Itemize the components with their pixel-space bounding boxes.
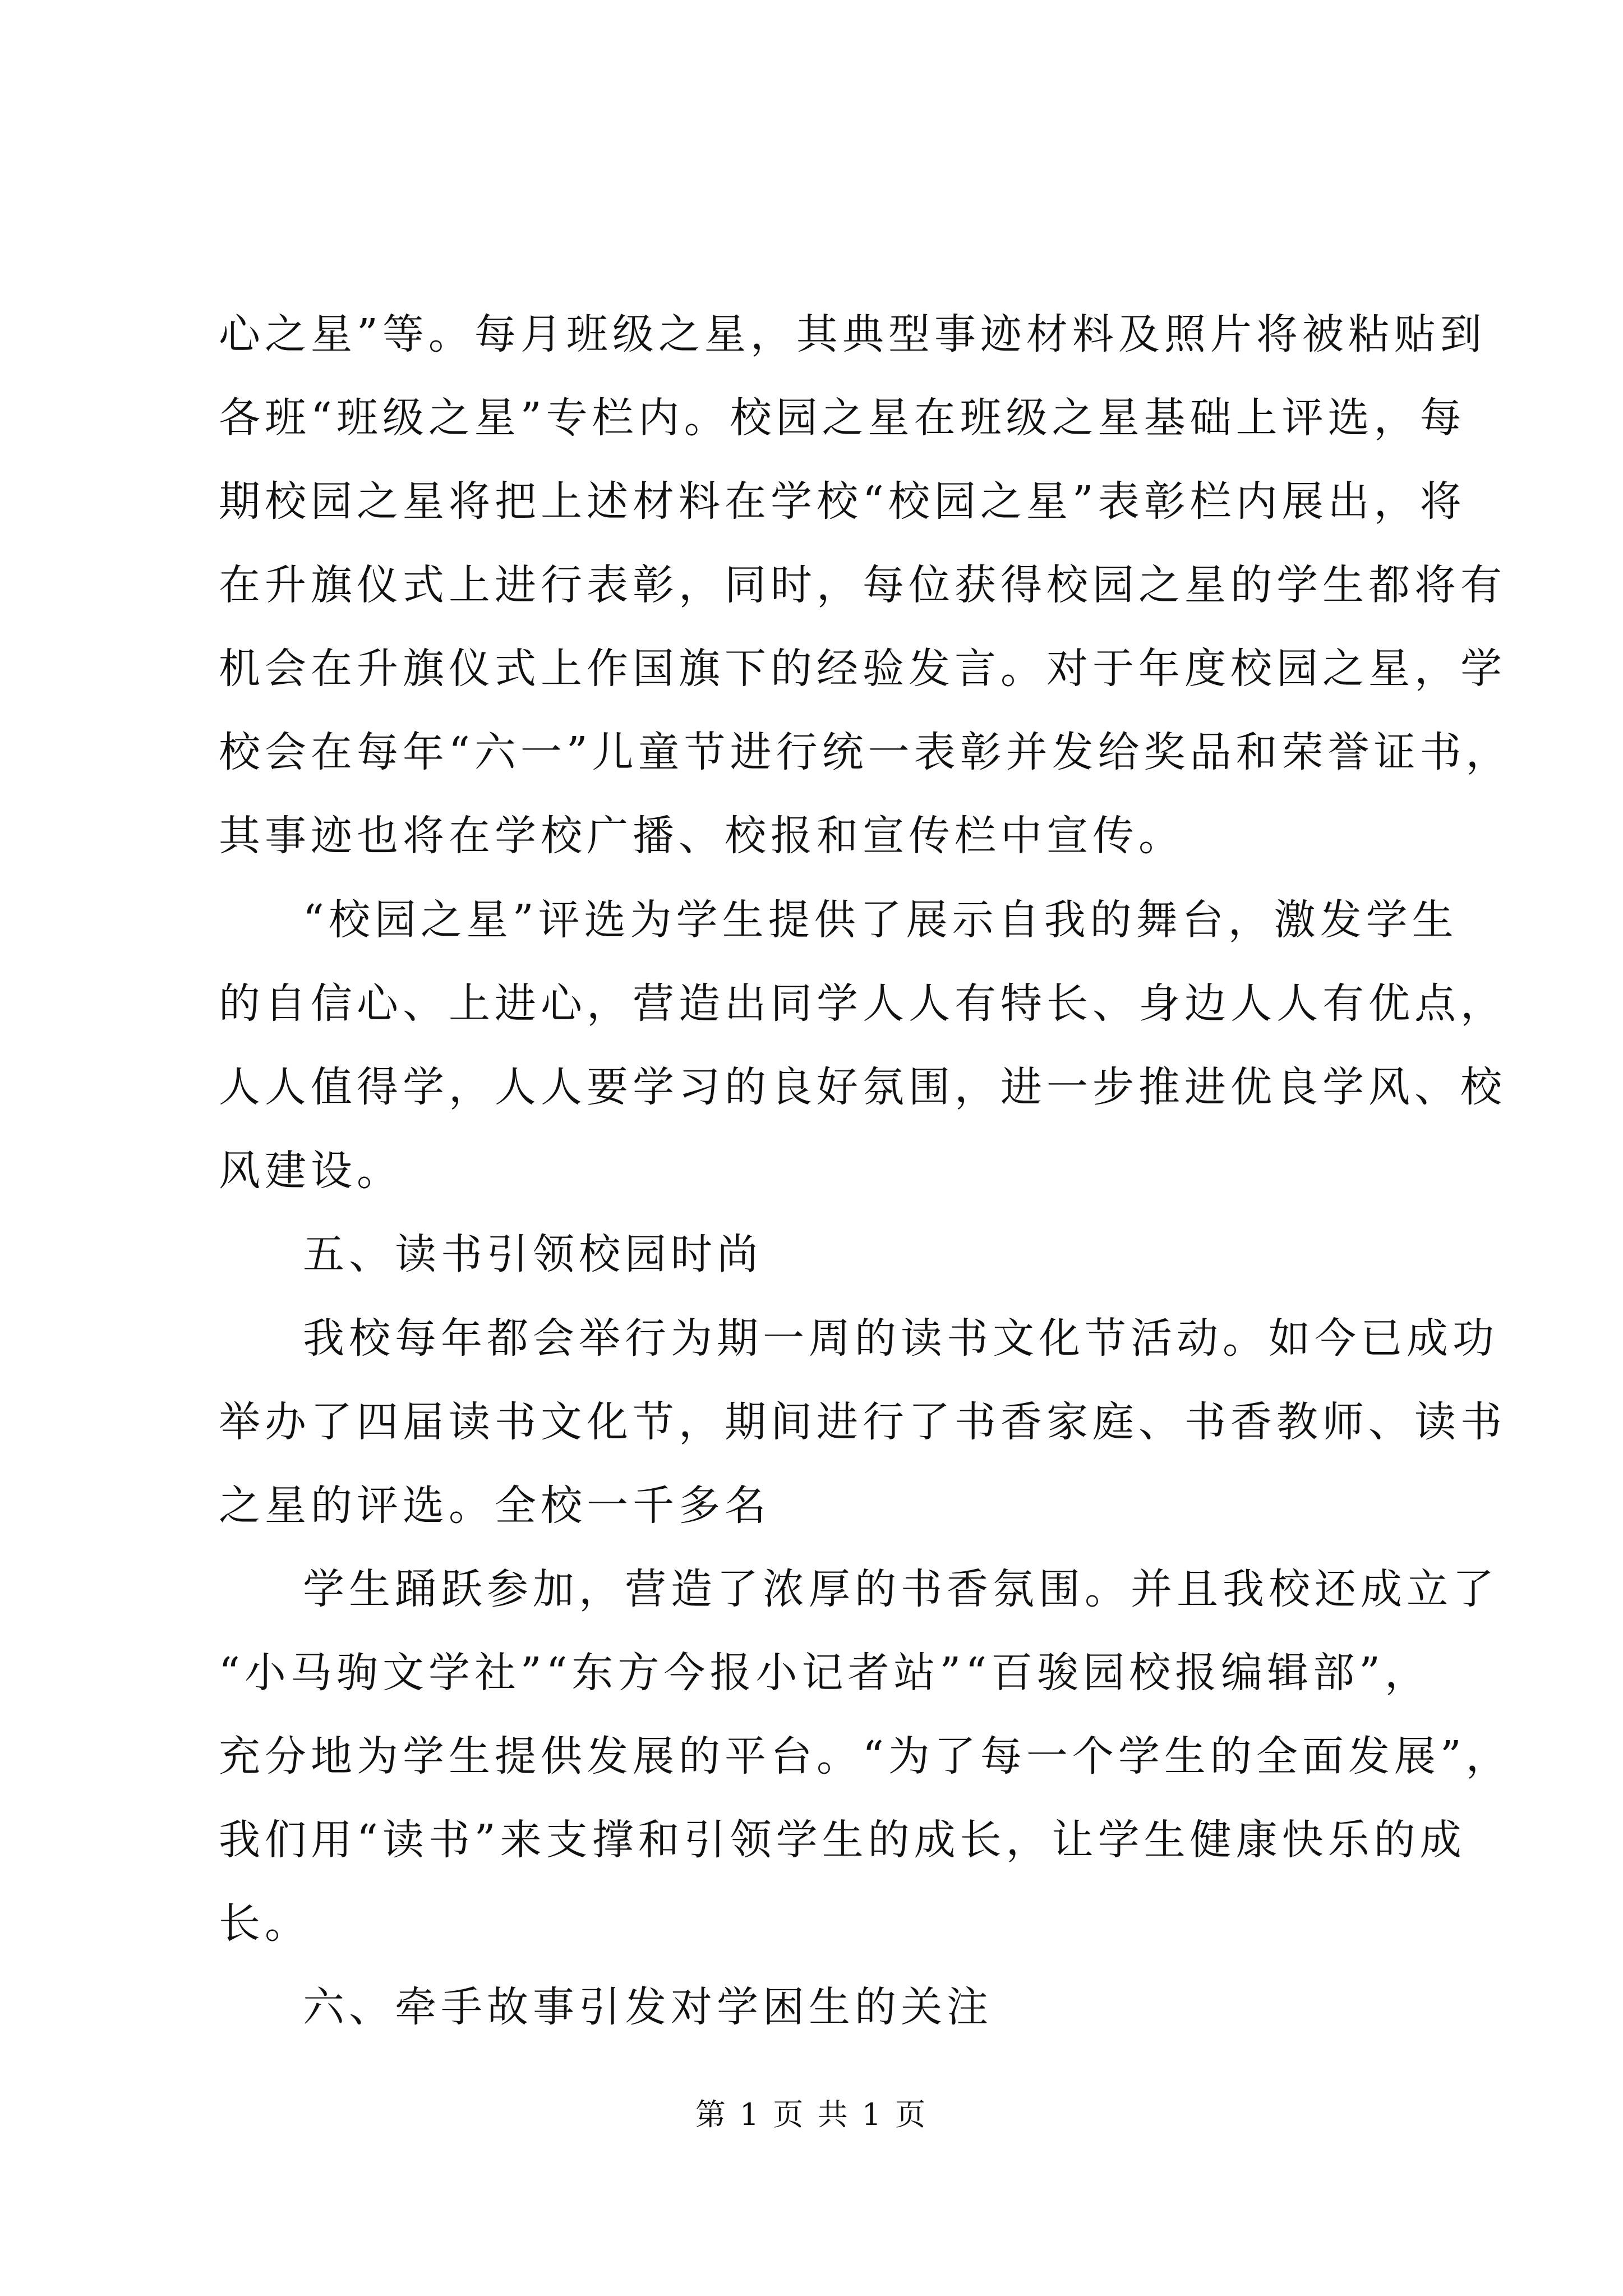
text-line: 校会在每年“六一”儿童节进行统一表彰并发给奖品和荣誉证书， (219, 728, 1512, 776)
text-line: 在升旗仪式上进行表彰，同时，每位获得校园之星的学生都将有 (219, 561, 1506, 609)
text-line: 充分地为学生提供发展的平台。“为了每一个学生的全面发展”， (219, 1732, 1512, 1780)
paragraph-start: 学生踊跃参加，营造了浓厚的书香氛围。并且我校还成立了 (303, 1565, 1498, 1613)
text-line: 举办了四届读书文化节，期间进行了书香家庭、书香教师、读书 (219, 1398, 1506, 1446)
text-line: 其事迹也将在学校广播、校报和宣传栏中宣传。 (219, 812, 1184, 860)
section-heading: 五、读书引领校园时尚 (303, 1230, 763, 1278)
text-line: “小马驹文学社”“东方今报小记者站”“百骏园校报编辑部”， (219, 1649, 1431, 1697)
text-line: 机会在升旗仪式上作国旗下的经验发言。对于年度校园之星，学 (219, 645, 1506, 693)
text-line: 长。 (219, 1899, 311, 1948)
text-line: 各班“班级之星”专栏内。校园之星在班级之星基础上评选，每 (219, 394, 1466, 442)
text-line: 人人值得学，人人要学习的良好氛围，进一步推进优良学风、校 (219, 1063, 1506, 1111)
text-line: 期校园之星将把上述材料在学校“校园之星”表彰栏内展出，将 (219, 477, 1466, 526)
paragraph-start: “校园之星”评选为学生提供了展示自我的舞台，激发学生 (303, 896, 1458, 944)
paragraph-start: 我校每年都会举行为期一周的读书文化节活动。如今已成功 (303, 1314, 1498, 1363)
text-line: 的自信心、上进心，营造出同学人人有特长、身边人人有优点， (219, 979, 1506, 1028)
page-footer: 第 1 页 共 1 页 (695, 2097, 928, 2132)
text-line: 风建设。 (219, 1147, 403, 1195)
text-line: 之星的评选。全校一千多名 (219, 1481, 771, 1530)
text-line: 我们用“读书”来支撑和引领学生的成长，让学生健康快乐的成 (219, 1816, 1466, 1864)
text-line: 心之星”等。每月班级之星，其典型事迹材料及照片将被粘贴到 (219, 310, 1486, 358)
section-heading: 六、牵手故事引发对学困生的关注 (303, 1983, 993, 2031)
